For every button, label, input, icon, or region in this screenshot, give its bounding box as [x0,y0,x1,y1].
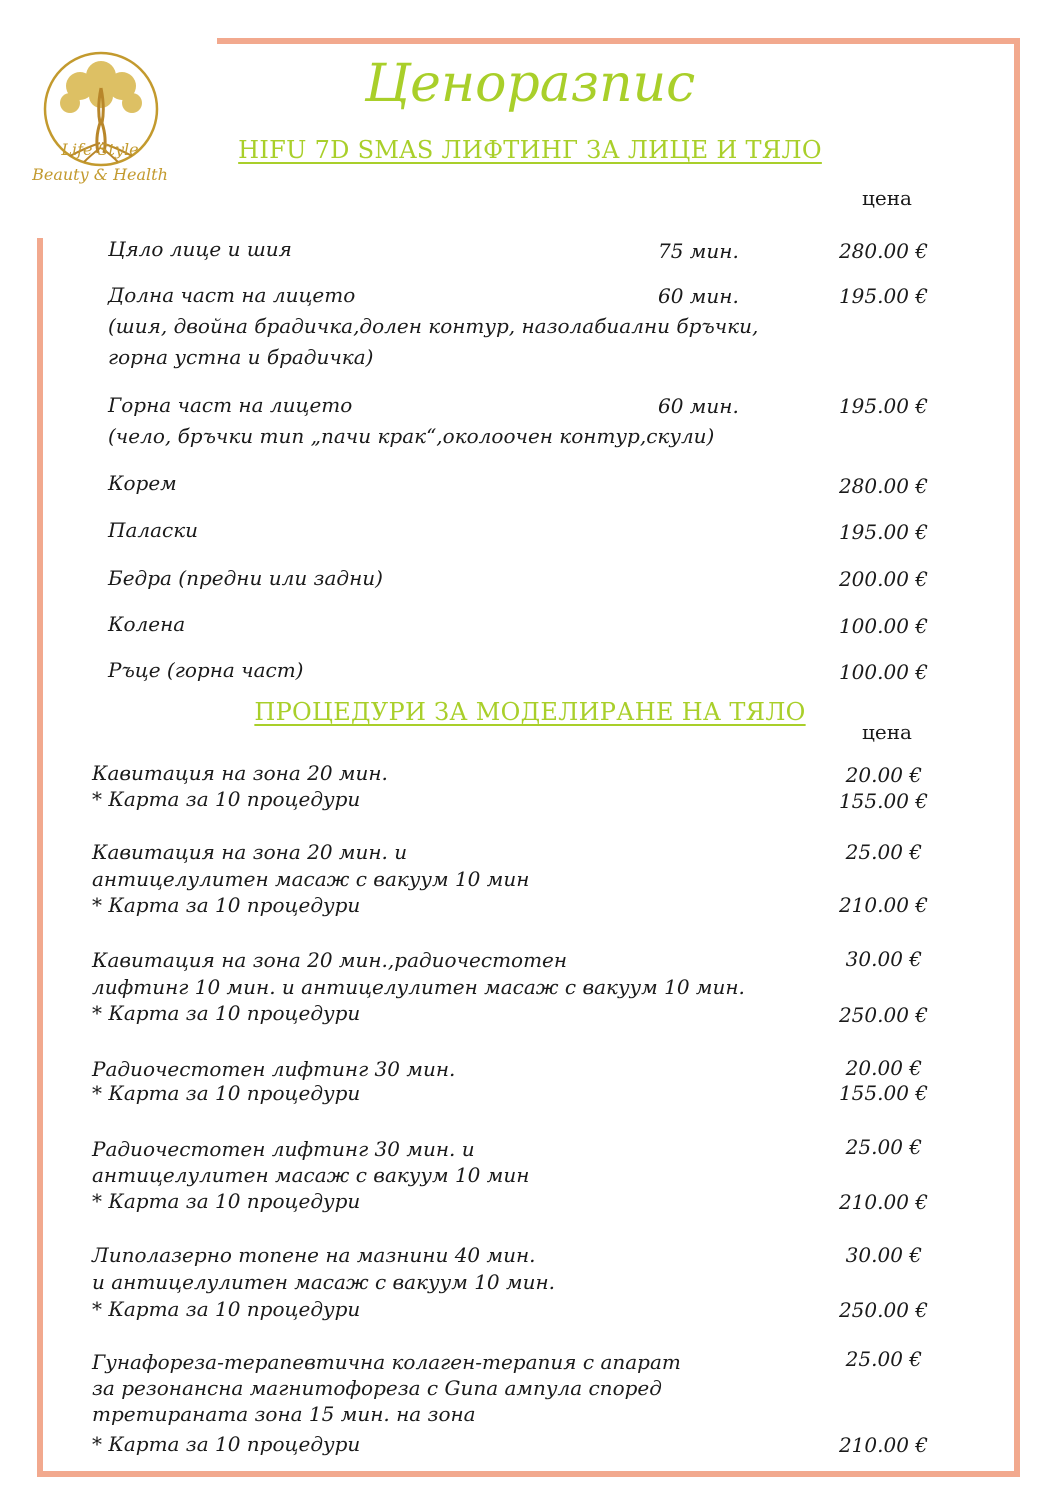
procedure-line: Кавитация на зона 20 мин. и [92,840,408,864]
item-duration: 75 мин. [658,239,739,263]
procedure-card: * Карта за 10 процедури [92,1297,361,1321]
procedure-line: Липолазерно топене на мазнини 40 мин. [92,1243,536,1267]
item-price: 200.00 € [838,567,928,591]
page-title: Ценоразпис [364,54,696,114]
card-price: 250.00 € [838,1298,928,1322]
price-column-header: цена [862,720,912,744]
frame-right-border [1014,38,1020,1477]
item-price: 195.00 € [838,520,928,544]
procedure-price: 25.00 € [845,1347,922,1371]
procedure-price: 30.00 € [845,1243,922,1267]
procedure-line: лифтинг 10 мин. и антицелулитен масаж с вакуум 10 мин. [92,975,745,999]
item-name: Колена [108,612,186,636]
item-name: Бедра (предни или задни) [108,566,383,590]
procedure-price: 25.00 € [845,1135,922,1159]
procedure-line: Кавитация на зона 20 мин. [92,761,388,785]
item-price: 195.00 € [838,284,928,308]
item-name: Горна част на лицето [108,393,353,417]
item-name: Ръце (горна част) [108,658,304,682]
item-price: 280.00 € [838,239,928,263]
card-price: 210.00 € [838,1433,928,1457]
section-heading-hifu: HIFU 7D SMAS ЛИФТИНГ ЗА ЛИЦЕ И ТЯЛО [238,136,822,164]
procedure-line: и антицелулитен масаж с вакуум 10 мин. [92,1270,555,1294]
procedure-line: Радиочестотен лифтинг 30 мин. и [92,1137,475,1161]
procedure-line: Радиочестотен лифтинг 30 мин. [92,1057,456,1081]
card-price: 155.00 € [838,789,928,813]
frame-top-border [217,38,1020,44]
card-price: 250.00 € [838,1003,928,1027]
procedure-line: антицелулитен масаж с вакуум 10 мин [92,1163,530,1187]
item-duration: 60 мин. [658,284,739,308]
item-price: 280.00 € [838,474,928,498]
item-name: Корем [108,471,177,495]
frame-left-border [37,238,43,1477]
item-name: Паласки [108,518,199,542]
procedure-card: * Карта за 10 процедури [92,893,361,917]
item-note: (шия, двойна брадичка,долен контур, назолабиални бръчки, [108,314,759,338]
frame-bottom-border [37,1471,1020,1477]
procedure-card: * Карта за 10 процедури [92,787,361,811]
item-name: Долна част на лицето [108,283,356,307]
card-price: 210.00 € [838,893,928,917]
brand-line1: Life Style [61,140,139,159]
section-heading-body: ПРОЦЕДУРИ ЗА МОДЕЛИРАНЕ НА ТЯЛО [254,698,806,726]
procedure-card: * Карта за 10 процедури [92,1081,361,1105]
procedure-line: антицелулитен масаж с вакуум 10 мин [92,867,530,891]
card-price: 210.00 € [838,1190,928,1214]
procedure-line: Кавитация на зона 20 мин.,радиочестотен [92,948,568,972]
procedure-card: * Карта за 10 процедури [92,1001,361,1025]
item-note: горна устна и брадичка) [108,345,374,369]
procedure-line: за резонансна магнитофореза с Guna ампула според [92,1376,662,1400]
procedure-line: Гунафореза-терапевтична колаген-терапия с апарат [92,1350,681,1374]
procedure-price: 30.00 € [845,947,922,971]
procedure-price: 20.00 € [845,763,922,787]
item-price: 100.00 € [838,614,928,638]
procedure-card: * Карта за 10 процедури [92,1432,361,1456]
procedure-card: * Карта за 10 процедури [92,1189,361,1213]
item-name: Цяло лице и шия [108,237,292,261]
item-price: 100.00 € [838,660,928,684]
brand-line2: Beauty & Health [32,165,168,184]
item-price: 195.00 € [838,394,928,418]
card-price: 155.00 € [838,1081,928,1105]
procedure-line: третираната зона 15 мин. на зона [92,1402,476,1426]
procedure-price: 20.00 € [845,1056,922,1080]
item-note: (чело, бръчки тип „пачи крак“,околоочен контур,скули) [108,424,715,448]
item-duration: 60 мин. [658,394,739,418]
procedure-price: 25.00 € [845,840,922,864]
price-column-header: цена [862,186,912,210]
